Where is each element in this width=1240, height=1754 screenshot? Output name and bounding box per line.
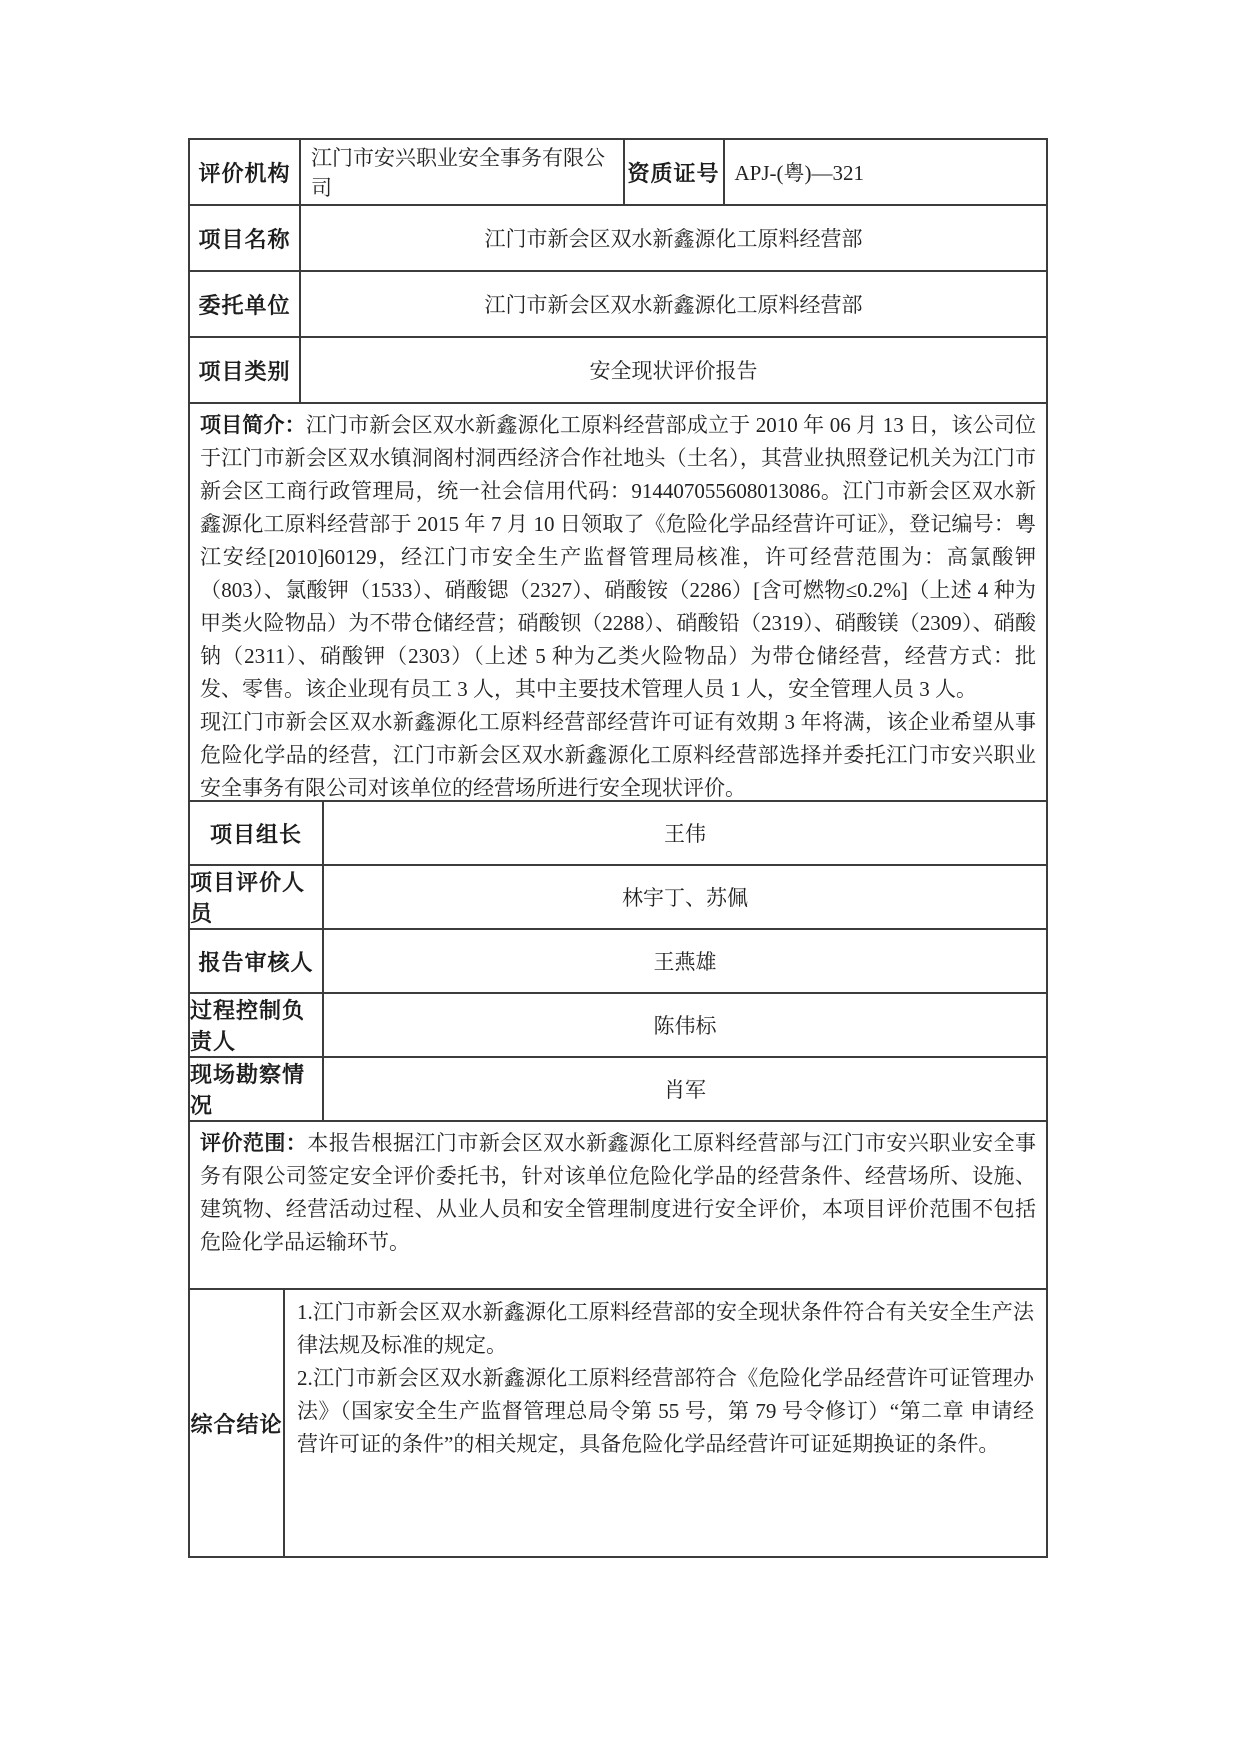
entrusting-unit-value: 江门市新会区双水新鑫源化工原料经营部 bbox=[484, 293, 863, 317]
conclusion-item-2: 2.江门市新会区双水新鑫源化工原料经营部符合《危险化学品经营许可证管理办法》（国家安全生产监督管理总局令第 55 号，第 79 号令修订）“第二章 申请经营许可证的条件”的相关规定，具备危险化学品经营许可证延期换证的条件。 bbox=[297, 1366, 1034, 1456]
row-project-name bbox=[190, 206, 1046, 272]
site-survey-value: 肖军 bbox=[664, 1078, 706, 1102]
project-brief-paragraph1: 江门市新会区双水新鑫源化工原料经营部成立于 2010 年 06 月 13 日，该公司位于江门市新会区双水镇洞阁村洞西经济合作社地头（土名），其营业执照登记机关为江门市新会区工商行政管理局，统一社会信用代码：914407055608013086。江门市新会区双水新鑫源化工原料经营部于 2015 年 7 月 10 日领取了《危险化学品经营许可证》，登记编号：粤江安经[2010]60129，经江门市安全生产监督管理局核准，许可经营范围为：高氯酸钾（803）、氯酸钾（1533）、硝酸锶（2327）、硝酸铵（2286）[含可燃物≤0.2%]（上述 4 种为甲类火险物品）为不带仓储经营；硝酸钡（2288）、硝酸铅（2319）、硝酸镁（2309）、硝酸钠（2311）、硝酸钾（2303）（上述 5 种为乙类火险物品）为带仓储经营，经营方式：批发、零售。该企业现有员工 3 人，其中主要技术管理人员 1 人，安全管理人员 3 人。 bbox=[200, 413, 1037, 701]
project-leader-value: 王伟 bbox=[664, 822, 706, 846]
report-reviewer-value: 王燕雄 bbox=[653, 950, 717, 974]
row-report-reviewer bbox=[190, 930, 1046, 994]
project-name-value: 江门市新会区双水新鑫源化工原料经营部 bbox=[484, 227, 863, 251]
row-project-evaluators bbox=[190, 866, 1046, 930]
project-category-value: 安全现状评价报告 bbox=[589, 359, 758, 383]
project-name-label: 项目名称 bbox=[190, 206, 301, 270]
evaluation-scope-text bbox=[190, 1122, 1046, 1288]
project-evaluators-label: 项目评价人员 bbox=[190, 866, 324, 928]
process-control-manager-value: 陈伟标 bbox=[653, 1014, 717, 1038]
site-survey-label: 现场勘察情况 bbox=[190, 1058, 324, 1120]
row-project-category bbox=[190, 338, 1046, 404]
row-project-leader bbox=[190, 802, 1046, 866]
project-evaluators-value: 林宇丁、苏佩 bbox=[622, 886, 748, 910]
safety-evaluation-report-table bbox=[188, 138, 1048, 1558]
agency-label: 评价机构 bbox=[190, 140, 301, 204]
evaluation-scope-body: 本报告根据江门市新会区双水新鑫源化工原料经营部与江门市安兴职业安全事务有限公司签定安全评价委托书，针对该单位危险化学品的经营条件、经营场所、设施、建筑物、经营活动过程、从业人员和安全管理制度进行安全评价，本项目评价范围不包括危险化学品运输环节。 bbox=[200, 1131, 1037, 1254]
certificate-number-value: APJ-(粤)—321 bbox=[734, 161, 864, 185]
entrusting-unit-label: 委托单位 bbox=[190, 272, 301, 336]
project-brief-paragraph2: 现江门市新会区双水新鑫源化工原料经营部经营许可证有效期 3 年将满，该企业希望从事危险化学品的经营，江门市新会区双水新鑫源化工原料经营部选择并委托江门市安兴职业安全事务有限公司对该单位的经营场所进行安全现状评价。 bbox=[200, 710, 1036, 800]
project-brief-text bbox=[190, 404, 1046, 800]
agency-value: 江门市安兴职业安全事务有限公司 bbox=[301, 140, 625, 204]
evaluation-scope-label: 评价范围： bbox=[200, 1131, 308, 1155]
row-evaluation-agency bbox=[190, 140, 1046, 206]
project-brief-label: 项目简介： bbox=[200, 413, 306, 437]
row-site-survey bbox=[190, 1058, 1046, 1122]
overall-conclusion-label: 综合结论 bbox=[190, 1290, 285, 1556]
row-process-control-manager bbox=[190, 994, 1046, 1058]
conclusion-item-1: 1.江门市新会区双水新鑫源化工原料经营部的安全现状条件符合有关安全生产法律法规及标准的规定。 bbox=[297, 1300, 1034, 1357]
process-control-manager-label: 过程控制负责人 bbox=[190, 994, 324, 1056]
certificate-number-label: 资质证号 bbox=[625, 140, 725, 204]
row-evaluation-scope bbox=[190, 1122, 1046, 1290]
project-leader-label: 项目组长 bbox=[190, 802, 324, 864]
report-reviewer-label: 报告审核人 bbox=[190, 930, 324, 992]
overall-conclusion-text bbox=[285, 1290, 1046, 1556]
row-entrusting-unit bbox=[190, 272, 1046, 338]
project-category-label: 项目类别 bbox=[190, 338, 301, 402]
row-project-brief bbox=[190, 404, 1046, 802]
row-overall-conclusion bbox=[190, 1290, 1046, 1556]
